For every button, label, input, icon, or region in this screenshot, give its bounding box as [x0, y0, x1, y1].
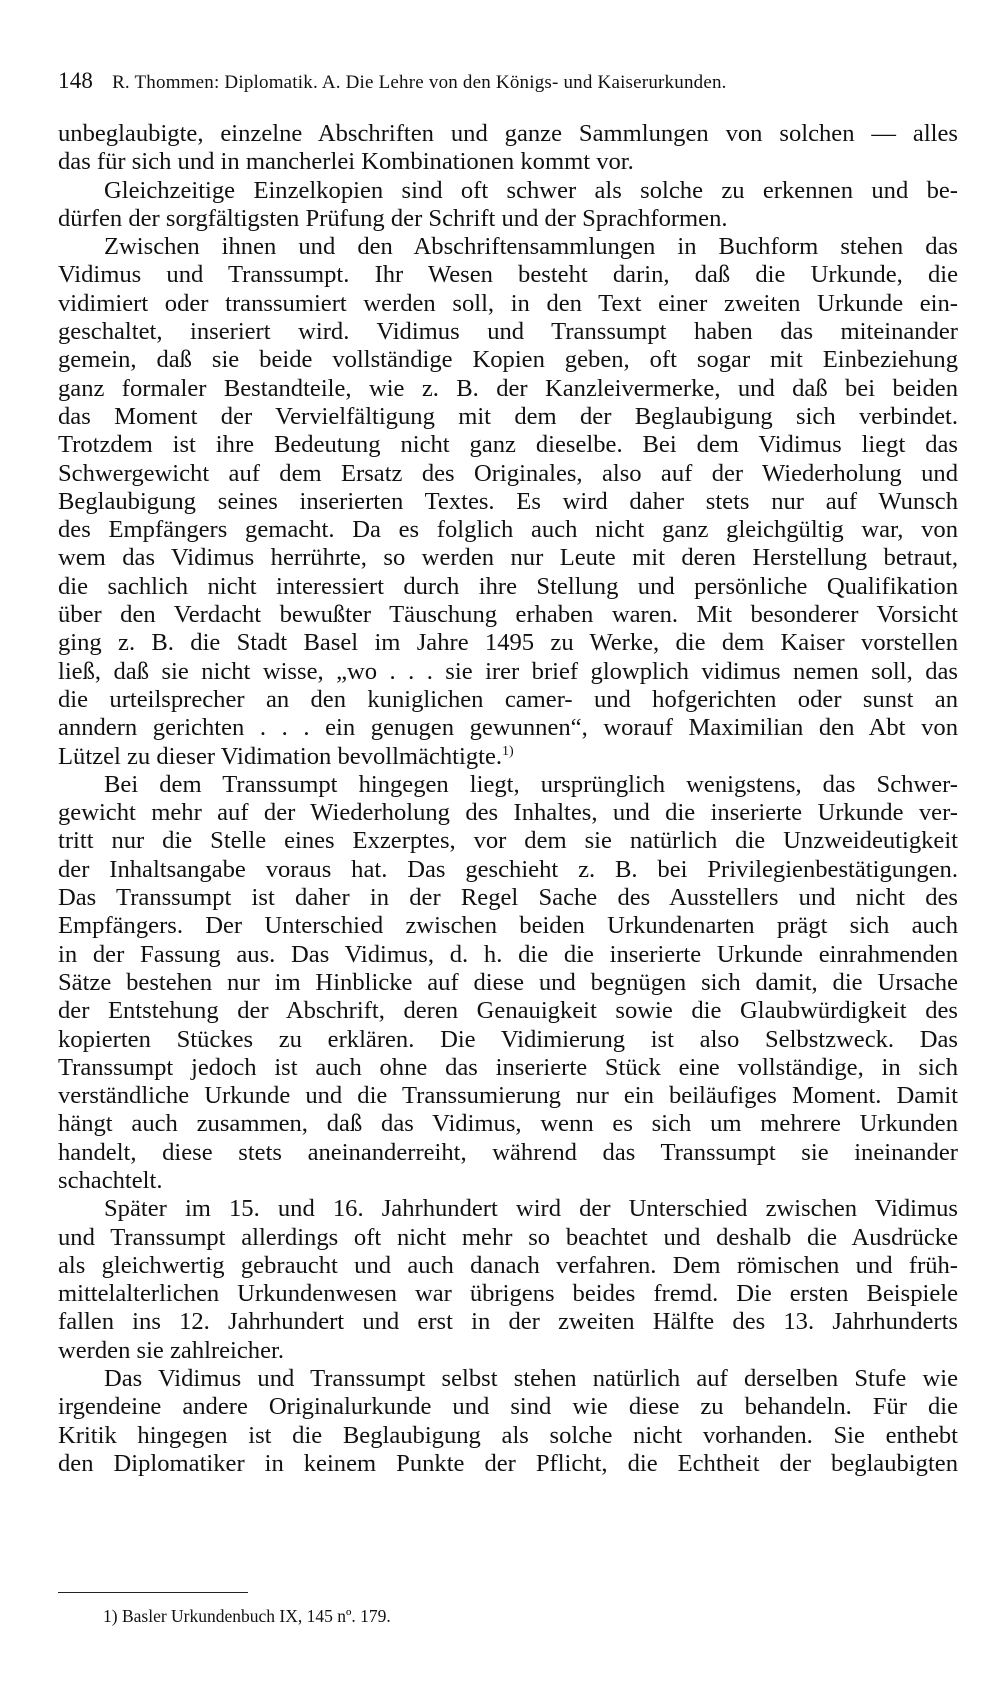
text-line [58, 460, 958, 488]
text-line-content: ganz formaler Bestandteile, wie z. B. der Kanzleivermerke, und daß bei beiden [58, 374, 958, 402]
text-line [58, 488, 958, 516]
text-line [58, 1365, 958, 1393]
text-line [58, 997, 958, 1025]
text-line [58, 318, 958, 346]
text-line [58, 1393, 958, 1421]
text-line-content: als gleichwertig gebraucht und auch danach verfahren. Dem römischen und früh- [58, 1251, 958, 1279]
text-line [58, 629, 958, 657]
text-line-content: der Entstehung der Abschrift, deren Genauigkeit sowie die Glaubwürdigkeit des [58, 997, 958, 1025]
page-number: 148 [58, 68, 94, 93]
text-line-content: in der Fassung aus. Das Vidimus, d. h. die die inserierte Urkunde einrahmenden [58, 940, 958, 968]
text-line [58, 148, 958, 176]
text-line-content: gemein, daß sie beide vollständige Kopien geben, oft sogar mit Einbeziehung [58, 346, 958, 374]
text-line [58, 714, 958, 742]
text-line [58, 403, 958, 431]
text-line-content: Beglaubigung seines inserierten Textes. Es wird daher stets nur auf Wunsch [58, 487, 958, 515]
text-line-content: Gleichzeitige Einzelkopien sind oft schwer als solche zu erkennen und be- [104, 176, 958, 204]
text-line-content: geschaltet, inseriert wird. Vidimus und Transsumpt haben das miteinander [58, 318, 958, 346]
text-line-content: das Moment der Vervielfältigung mit dem der Beglaubigung sich verbindet. [58, 402, 958, 430]
text-line [58, 912, 958, 940]
text-line-content: schachtelt. [58, 1166, 163, 1194]
text-line-content: Transsumpt jedoch ist auch ohne das inserierte Stück eine vollständige, in sich [58, 1053, 958, 1081]
text-line [58, 516, 958, 544]
footnote-reference: 1) [502, 743, 514, 759]
text-line-content: über den Verdacht bewußter Täuschung erhaben waren. Mit besonderer Vorsicht [58, 601, 958, 629]
text-line [58, 1082, 958, 1110]
text-line [58, 177, 958, 205]
text-line [58, 431, 958, 459]
text-line-content: ließ, daß sie nicht wisse, „wo . . . sie irer brief glowplich vidimus nemen soll, das [58, 657, 958, 685]
body-text [58, 120, 958, 1478]
text-line-content: ging z. B. die Stadt Basel im Jahre 1495 zu Werke, die dem Kaiser vorstellen [58, 629, 958, 657]
text-line-content: kopierten Stückes zu erklären. Die Vidimierung ist also Selbstzweck. Das [58, 1025, 958, 1053]
text-line [58, 771, 958, 799]
text-line-content: Zwischen ihnen und den Abschriftensammlungen in Buchform stehen das [104, 233, 958, 261]
text-line [58, 1110, 958, 1138]
text-line [58, 601, 958, 629]
text-line [58, 120, 958, 148]
text-line [58, 573, 958, 601]
text-line [58, 1224, 958, 1252]
text-line [58, 1167, 958, 1195]
text-line-content: den Diplomatiker in keinem Punkte der Pflicht, die Echtheit der beglaubigten [58, 1449, 958, 1477]
text-line [58, 1054, 958, 1082]
text-line [58, 743, 958, 771]
text-line-content: Lützel zu dieser Vidimation bevollmächtigte. [58, 742, 503, 770]
text-line [58, 233, 958, 261]
text-line [58, 290, 958, 318]
text-line [58, 1308, 958, 1336]
text-line [58, 261, 958, 289]
text-line-content: Später im 15. und 16. Jahrhundert wird der Unterschied zwischen Vidimus [104, 1195, 958, 1223]
text-line [58, 346, 958, 374]
text-line-content: der Inhaltsangabe voraus hat. Das geschieht z. B. bei Privilegienbestätigungen. [58, 855, 958, 883]
text-line-content: handelt, diese stets aneinanderreiht, während das Transsumpt sie ineinander [58, 1138, 958, 1166]
text-line [58, 1337, 958, 1365]
footnote-divider [58, 1592, 248, 1593]
text-line-content: fallen ins 12. Jahrhundert und erst in der zweiten Hälfte des 13. Jahrhunderts [58, 1308, 958, 1336]
text-line [58, 1252, 958, 1280]
text-line-content: werden sie zahlreicher. [58, 1336, 285, 1364]
text-line [58, 658, 958, 686]
text-line-content: die urteilsprecher an den kuniglichen camer- und hofgerichten oder sunst an [58, 685, 958, 713]
text-line [58, 799, 958, 827]
text-line [58, 884, 958, 912]
text-line-content: irgendeine andere Originalurkunde und sind wie diese zu behandeln. Für die [58, 1393, 958, 1421]
text-line-content: Empfängers. Der Unterschied zwischen beiden Urkundenarten prägt sich auch [58, 912, 958, 940]
footnote: 1) Basler Urkundenbuch IX, 145 nº. 179. [103, 1606, 391, 1626]
text-line-content: mittelalterlichen Urkundenwesen war übrigens beides fremd. Die ersten Beispiele [58, 1280, 958, 1308]
text-line-content: verständliche Urkunde und die Transsumierung nur ein beiläufiges Moment. Damit [58, 1082, 958, 1110]
text-line-content: Das Vidimus und Transsumpt selbst stehen natürlich auf derselben Stufe wie [104, 1365, 958, 1393]
text-line-content: das für sich und in mancherlei Kombinationen kommt vor. [58, 148, 634, 176]
text-line-content: Vidimus und Transsumpt. Ihr Wesen besteht darin, daß die Urkunde, die [58, 261, 958, 289]
text-line [58, 1026, 958, 1054]
text-line-content: wem das Vidimus herrührte, so werden nur Leute mit deren Herstellung betraut, [58, 544, 958, 572]
text-line [58, 686, 958, 714]
text-line-content: hängt auch zusammen, daß das Vidimus, wenn es sich um mehrere Urkunden [58, 1110, 958, 1138]
text-line [58, 856, 958, 884]
header-title: R. Thommen: Diplomatik. A. Die Lehre von den Königs- und Kaiserurkunden. [112, 72, 727, 93]
text-line [58, 544, 958, 572]
text-line-content: dürfen der sorgfältigsten Prüfung der Schrift und der Sprachformen. [58, 204, 728, 232]
text-line [58, 1280, 958, 1308]
text-line-content: die sachlich nicht interessiert durch ihre Stellung und persönliche Qualifikation [58, 572, 958, 600]
text-line [58, 1195, 958, 1223]
text-line-content: Sätze bestehen nur im Hinblicke auf diese und begnügen sich damit, die Ursache [58, 968, 958, 996]
text-line [58, 205, 958, 233]
text-line-content: Schwergewicht auf dem Ersatz des Originales, also auf der Wiederholung und [58, 459, 958, 487]
text-line-content: Kritik hingegen ist die Beglaubigung als solche nicht vorhanden. Sie enthebt [58, 1421, 958, 1449]
text-line-content: tritt nur die Stelle eines Exzerptes, vor dem sie natürlich die Unzweideutigkeit [58, 827, 958, 855]
text-line-content: Das Transsumpt ist daher in der Regel Sache des Ausstellers und nicht des [58, 884, 958, 912]
text-line [58, 941, 958, 969]
text-line-content: Bei dem Transsumpt hingegen liegt, ursprünglich wenigstens, das Schwer- [104, 770, 958, 798]
text-line [58, 969, 958, 997]
text-line-content: des Empfängers gemacht. Da es folglich auch nicht ganz gleichgültig war, von [58, 516, 958, 544]
text-line-content: und Transsumpt allerdings oft nicht mehr so beachtet und deshalb die Ausdrücke [58, 1223, 958, 1251]
text-line-content: gewicht mehr auf der Wiederholung des Inhaltes, und die inserierte Urkunde ver- [58, 799, 958, 827]
text-line-content: unbeglaubigte, einzelne Abschriften und ganze Sammlungen von solchen — alles [58, 120, 958, 147]
text-line [58, 1450, 958, 1478]
text-line [58, 1422, 958, 1450]
running-header [58, 68, 938, 94]
text-line-content: Trotzdem ist ihre Bedeutung nicht ganz dieselbe. Bei dem Vidimus liegt das [58, 431, 958, 459]
text-line [58, 827, 958, 855]
text-line [58, 1139, 958, 1167]
text-line-content: anndern gerichten . . . ein genugen gewunnen“, worauf Maximilian den Abt von [58, 714, 958, 742]
text-line [58, 375, 958, 403]
text-line-content: vidimiert oder transsumiert werden soll, in den Text einer zweiten Urkunde ein- [58, 289, 958, 317]
